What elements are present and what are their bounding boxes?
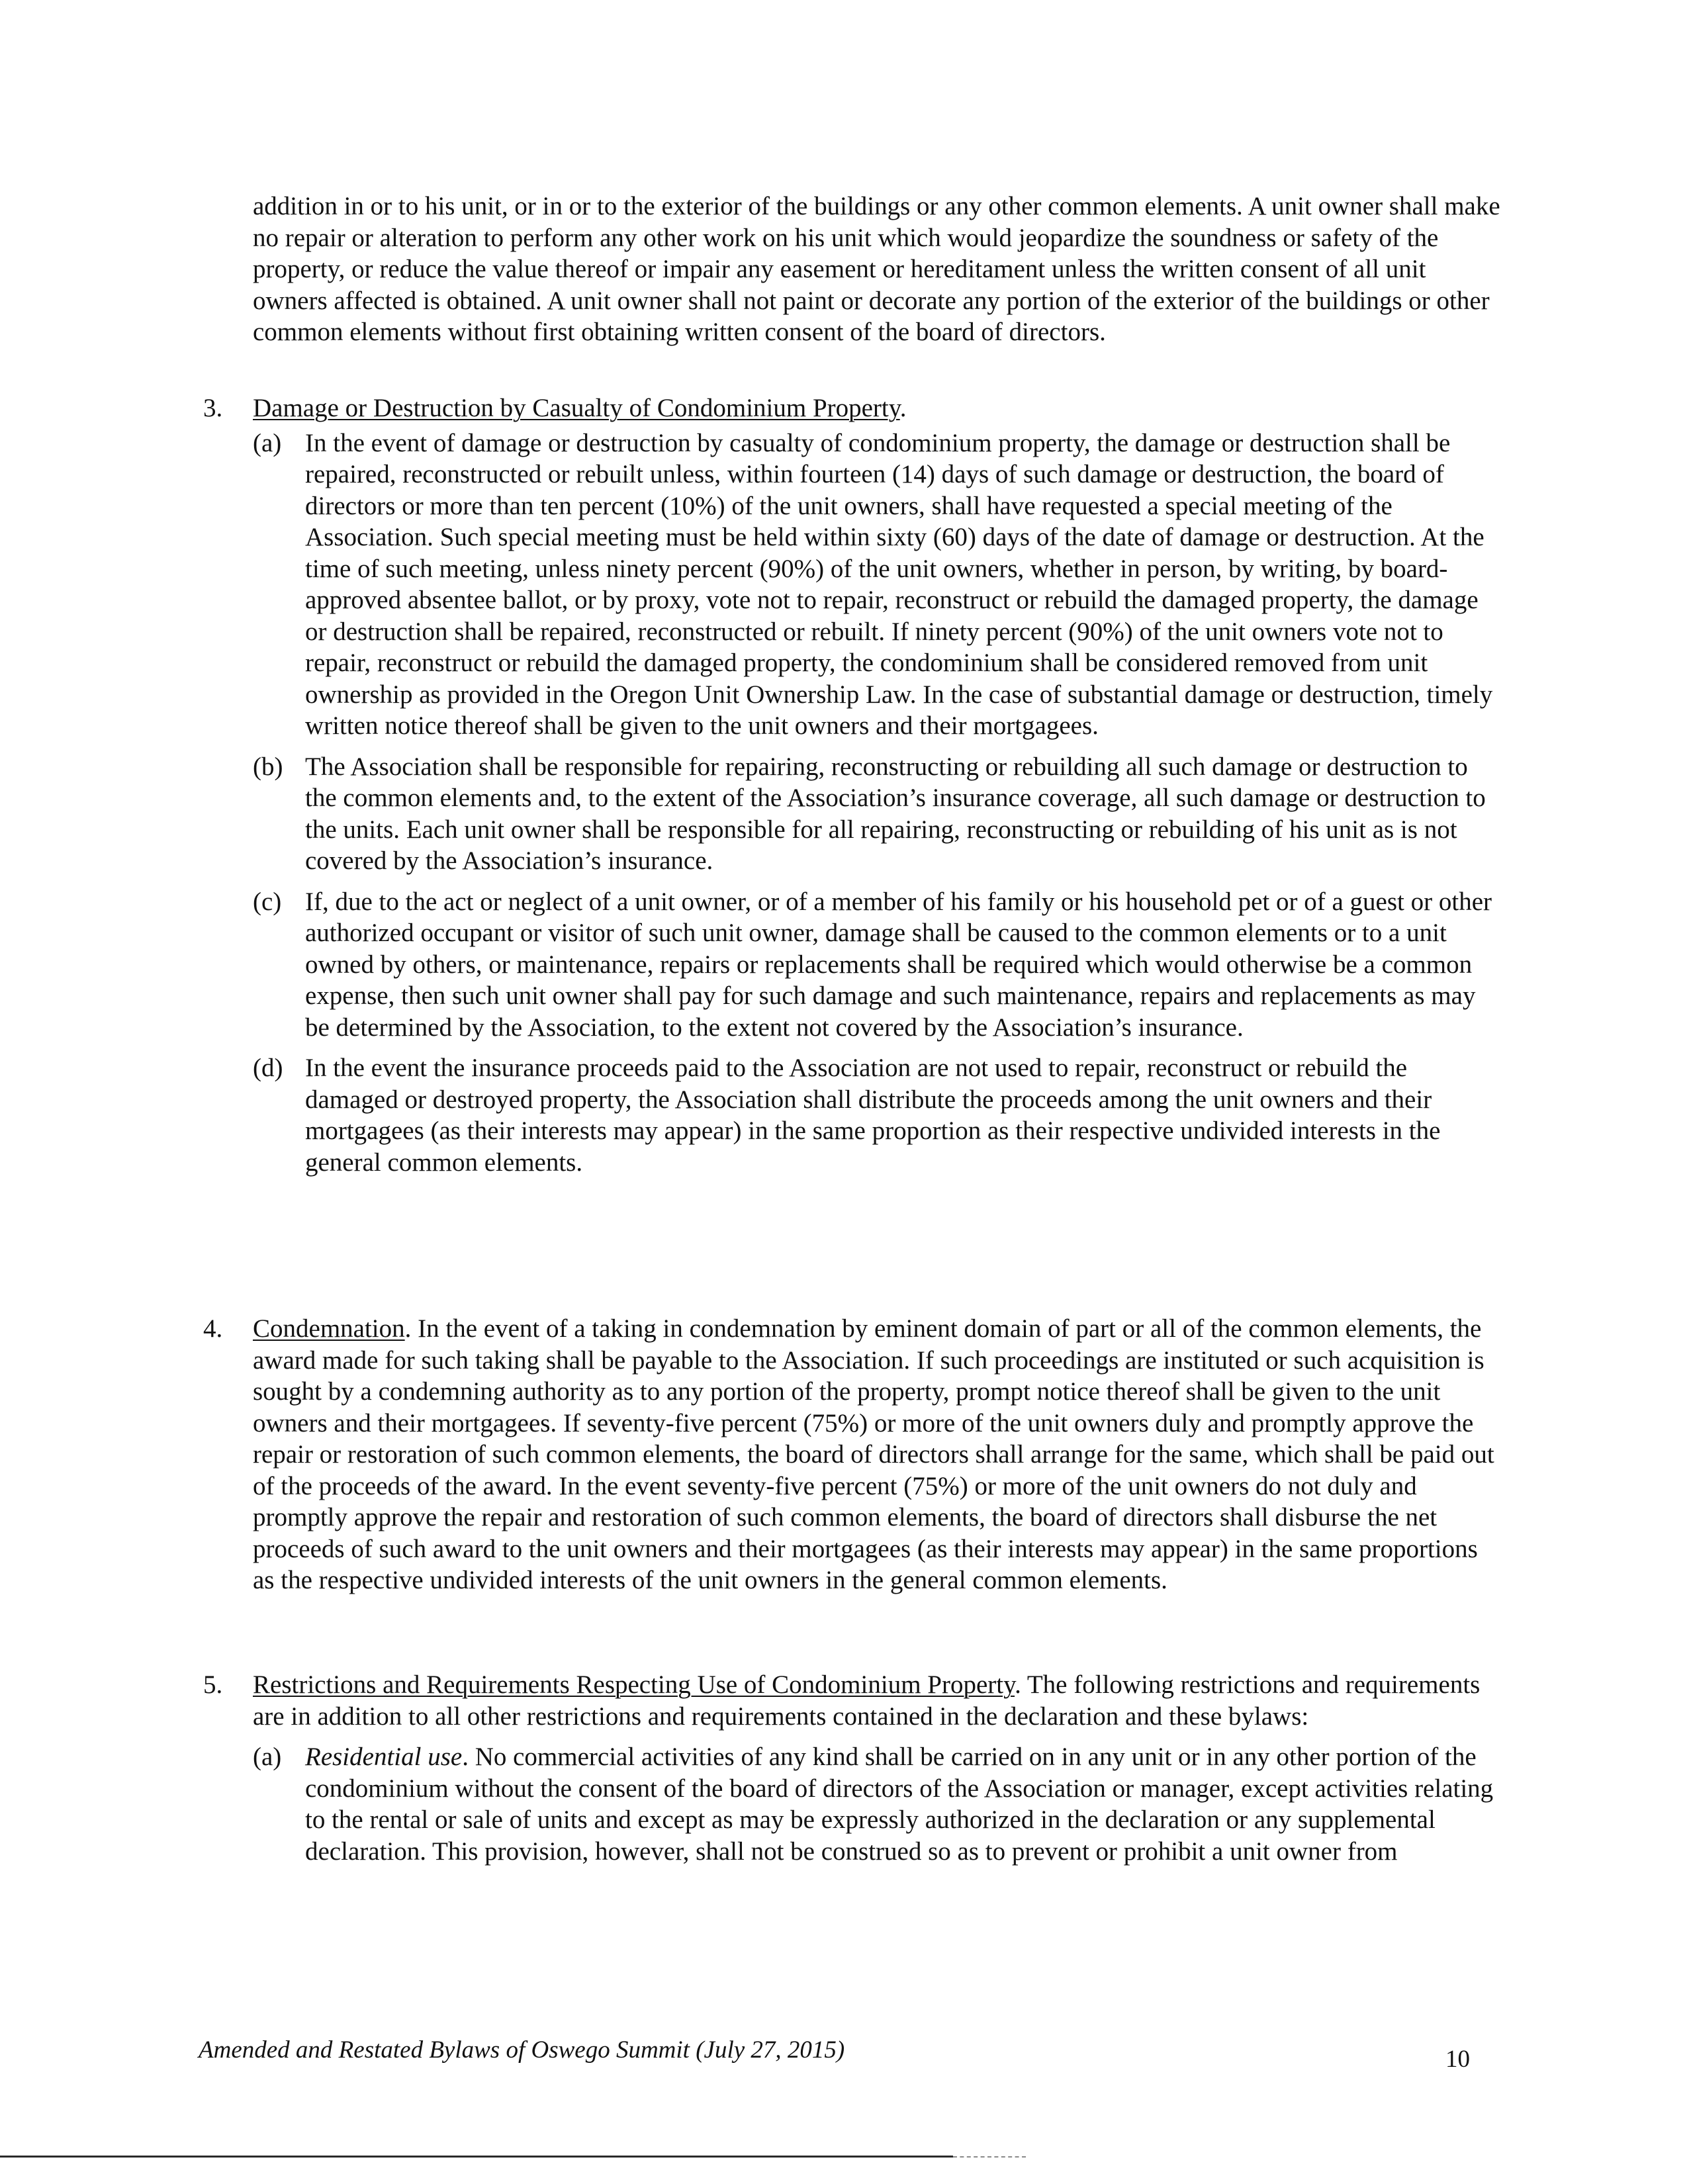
section-3-item-b-text: The Association shall be responsible for repairing, reconstructing or rebuilding all such damage or destruction to the common elements and, to the extent of the Association’s insurance coverage, all such damage or destruction to the units. Each unit owner shall be responsible for all repairing, reconstructing or rebuilding of his unit as is not covered by the Association’s insurance. [305,752,1486,875]
section-3-item-c-text: If, due to the act or neglect of a unit owner, or of a member of his family or his household pet or of a guest or other authorized occupant or visitor of such unit owner, damage shall be caused to the common elements or to a unit owned by others, or maintenance, repairs or replacements shall be required which would otherwise be a common expense, then such unit owner shall pay for such damage and such maintenance, repairs and replacements as may be determined by the Association, to the extent not covered by the Association’s insurance. [305,887,1492,1042]
section-5-item-a-label: (a) [253,1743,282,1771]
section-4 [203,1313,1504,1596]
footer-rule-dashed [953,2156,1026,2158]
section-5-item-a-title: Residential use [305,1743,463,1771]
section-3-item-d-text: In the event the insurance proceeds paid to the Association are not used to repair, reconstruct or rebuild the damaged or destroyed property, the Association shall distribute the proceeds among the unit owners and their mortgagees (as their interests may appear) in the same proportion as their respective undivided interests in the general common elements. [305,1054,1441,1177]
section-5-number: 5. [203,1670,223,1699]
section-4-heading: Condemnation [253,1314,405,1343]
section-3-item-b-label: (b) [253,752,283,781]
section-4-number: 4. [203,1314,223,1343]
section-3-item-d-label: (d) [253,1054,283,1082]
section-3-item-d [203,1052,1504,1178]
section-3-item-a [203,428,1504,742]
section-3-heading-period: . [899,394,907,422]
section-3-item-a-label: (a) [253,428,282,457]
section-4-text: . In the event of a taking in condemnation by eminent domain of part or all of the common elements, the award made for such taking shall be payable to the Association. If such proceedings are instituted or such acquisition is sought by a condemning authority as to any portion of the property, prompt notice thereof shall be given to the unit owners and their mortgagees. If seventy-five percent (75%) or more of the unit owners duly and promptly approve the repair or restoration of such common elements, the board of directors shall arrange for the same, which shall be paid out of the proceeds of the award. In the event seventy-five percent (75%) or more of the unit owners do not duly and promptly approve the repair and restoration of such common elements, the board of directors shall disburse the net proceeds of such award to the unit owners and their mortgagees (as their interests may appear) in the same proportions as the respective undivided interests of the unit owners in the general common elements. [253,1314,1494,1594]
page-number: 10 [1445,2046,1470,2073]
section-4-paragraph [203,1313,1504,1596]
section-3-heading-row [203,392,1504,424]
footer-document-title: Amended and Restated Bylaws of Oswego Summit (July 27, 2015) [199,2036,845,2064]
intro-paragraph-text: addition in or to his unit, or in or to the exterior of the buildings or any other common elements. A unit owner shall make no repair or alteration to perform any other work on his unit which would jeopardize the soundness or safety of the property, or reduce the value thereof or impair any easement or hereditament unless the written consent of all unit owners affected is obtained. A unit owner shall not paint or decorate any portion of the exterior of the buildings or other common elements without first obtaining written consent of the board of directors. [253,192,1500,346]
section-3 [203,392,1504,1178]
footer-rule [0,2156,953,2158]
section-5-heading: Restrictions and Requirements Respecting Use of Condominium Property [253,1670,1015,1699]
section-3-item-c-label: (c) [253,887,282,916]
section-3-item-c [203,886,1504,1044]
section-5-paragraph [203,1669,1504,1732]
section-3-number: 3. [203,394,223,422]
section-5-item-a-text: . No commercial activities of any kind shall be carried on in any unit or in any other portion of the condominium without the consent of the board of directors of the Association or manager, except activities relating to the rental or sale of units and except as may be expressly authorized in the declaration or any supplemental declaration. This provision, however, shall not be construed so as to prevent or prohibit a unit owner from [305,1743,1494,1866]
section-5-text: . The following restrictions and requirements are in addition to all other restrictions and requirements contained in the declaration and these bylaws: [253,1670,1481,1731]
section-3-item-a-text: In the event of damage or destruction by casualty of condominium property, the damage or destruction shall be repaired, reconstructed or rebuilt unless, within fourteen (14) days of such damage or destruction, the board of directors or more than ten percent (10%) of the unit owners, shall have requested a special meeting of the Association. Such special meeting must be held within sixty (60) days of the date of damage or destruction. At the time of such meeting, unless ninety percent (90%) of the unit owners, whether in person, by writing, by board-approved absentee ballot, or by proxy, vote not to repair, reconstruct or rebuild the damaged property, the damage or destruction shall be repaired, reconstructed or rebuilt. If ninety percent (90%) of the unit owners vote not to repair, reconstruct or rebuild the damaged property, the condominium shall be considered removed from unit ownership as provided in the Oregon Unit Ownership Law. In the case of substantial damage or destruction, timely written notice thereof shall be given to the unit owners and their mortgagees. [305,428,1493,740]
section-3-item-b [203,751,1504,877]
intro-paragraph [253,191,1504,348]
section-3-heading: Damage or Destruction by Casualty of Condominium Property [253,394,900,422]
section-5-item-a [203,1741,1504,1867]
section-5 [203,1669,1504,1867]
